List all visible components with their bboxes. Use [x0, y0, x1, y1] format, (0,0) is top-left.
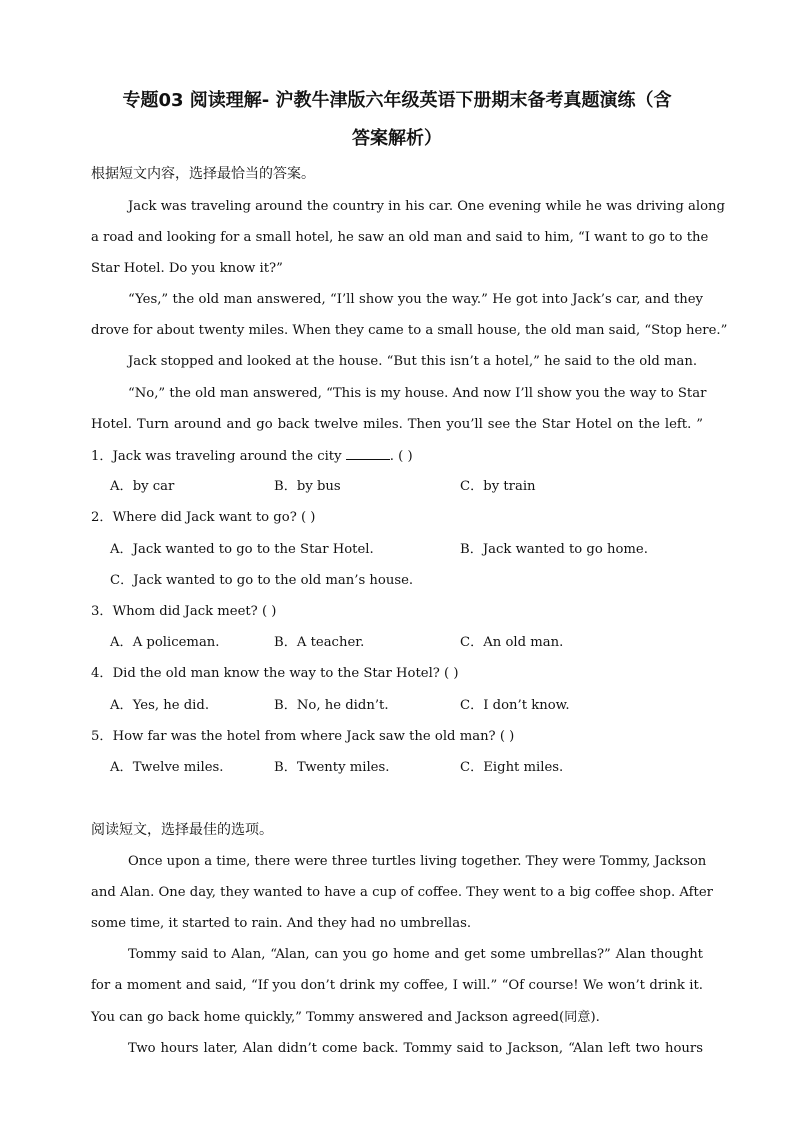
passage1-line: drove for about twenty miles. When they came to a small house, the old man said, “Stop here.”	[91, 323, 728, 338]
question-1-stem-end: . ( )	[389, 449, 413, 464]
question-4-option-b: B．No, he didn’t.	[274, 698, 389, 713]
question-1-option-b: B．by bus	[274, 479, 341, 494]
question-3-option-a: A．A policeman.	[110, 635, 220, 650]
question-5-stem: 5．How far was the hotel from where Jack saw the old man? ( )	[91, 729, 515, 744]
passage2-line: You can go back home quickly,” Tommy answered and Jackson agreed(同意).	[91, 1010, 600, 1025]
question-1-option-c: C．by train	[460, 479, 536, 494]
question-3-option-b: B．A teacher.	[274, 635, 365, 650]
passage1-line: “Yes,” the old man answered, “I’ll show you the way.” He got into Jack’s car, and they	[128, 292, 703, 307]
question-1-stem-text: 1．Jack was traveling around the city	[91, 449, 346, 464]
question-4-option-a: A．Yes, he did.	[110, 698, 210, 713]
question-1-option-a: A．by car	[110, 479, 175, 494]
passage2-line: and Alan. One day, they wanted to have a cup of coffee. They went to a big coffee shop. After	[91, 885, 713, 900]
passage1-line: “No,” the old man answered, “This is my house. And now I’ll show you the way to Star	[128, 386, 707, 401]
passage1-line: Jack was traveling around the country in his car. One evening while he was driving along	[128, 199, 725, 214]
question-1-stem	[91, 447, 703, 466]
passage2-line: some time, it started to rain. And they had no umbrellas.	[91, 916, 472, 931]
title-line-1: 专题03 阅读理解- 沪教牛津版六年级英语下册期末备考真题演练（含	[122, 90, 672, 111]
question-5-option-c: C．Eight miles.	[460, 760, 564, 775]
question-2-option-a: A．Jack wanted to go to the Star Hotel.	[110, 542, 374, 557]
question-3-option-c: C．An old man.	[460, 635, 564, 650]
question-2-option-c: C．Jack wanted to go to the old man’s house.	[110, 573, 414, 588]
question-4-stem: 4．Did the old man know the way to the Star Hotel? ( )	[91, 666, 459, 681]
passage2-line: Once upon a time, there were three turtles living together. They were Tommy, Jackson	[128, 854, 707, 869]
question-2-stem: 2．Where did Jack want to go? ( )	[91, 510, 316, 525]
section2-instruction: 阅读短文，选择最佳的选项。	[91, 822, 273, 838]
passage2-line: Tommy said to Alan, “Alan, can you go home and get some umbrellas?” Alan thought	[128, 947, 703, 962]
passage2-line: Two hours later, Alan didn’t come back. Tommy said to Jackson, “Alan left two hours	[128, 1041, 703, 1056]
passage1-line: Hotel. Turn around and go back twelve miles. Then you’ll see the Star Hotel on the left. ”	[91, 417, 703, 432]
passage2-line: for a moment and said, “If you don’t drink my coffee, I will.” “Of course! We won’t drink it.	[91, 978, 703, 993]
question-3-stem: 3．Whom did Jack meet? ( )	[91, 604, 277, 619]
section1-instruction: 根据短文内容，选择最恰当的答案。	[91, 166, 315, 182]
question-2-option-b: B．Jack wanted to go home.	[460, 542, 648, 557]
passage1-line: Jack stopped and looked at the house. “But this isn’t a hotel,” he said to the old man.	[128, 354, 698, 369]
passage1-line: a road and looking for a small hotel, he saw an old man and said to him, “I want to go to the	[91, 230, 709, 245]
question-5-option-b: B．Twenty miles.	[274, 760, 390, 775]
passage1-line: Star Hotel. Do you know it?”	[91, 261, 283, 276]
question-4-option-c: C．I don’t know.	[460, 698, 570, 713]
title-line-2: 答案解析）	[352, 128, 442, 149]
answer-blank	[346, 447, 390, 460]
question-5-option-a: A．Twelve miles.	[110, 760, 224, 775]
document-title	[90, 82, 704, 158]
